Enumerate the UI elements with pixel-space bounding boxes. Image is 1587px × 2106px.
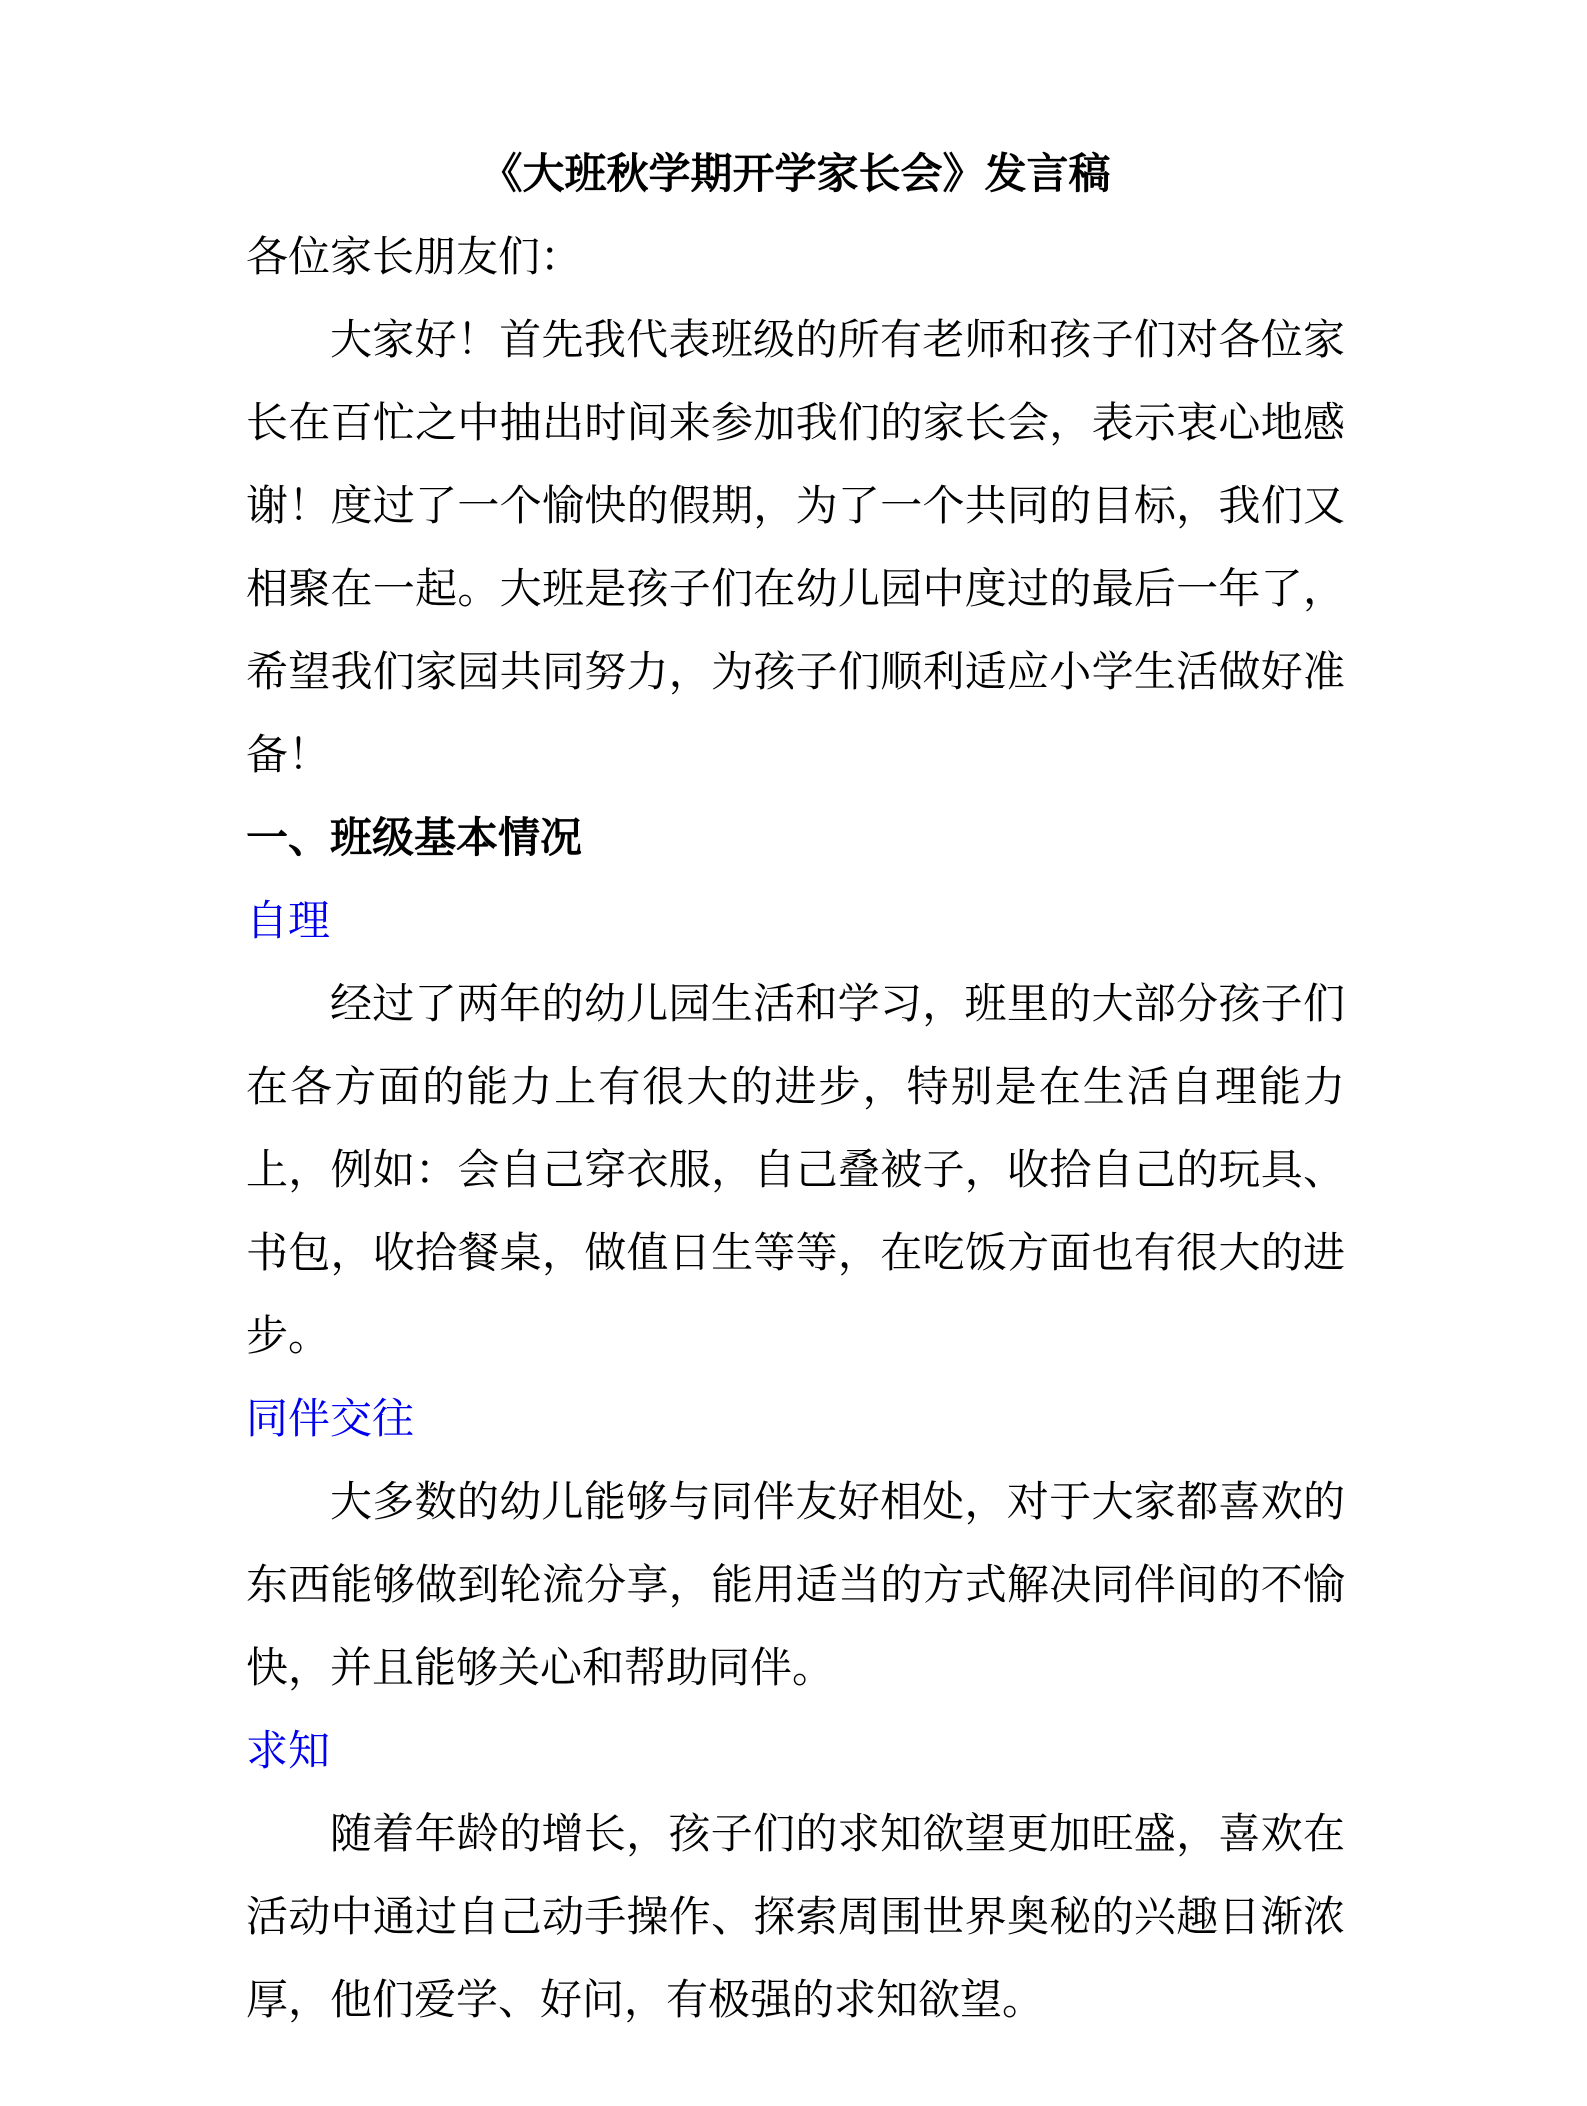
document-content [246,134,1345,2043]
paragraph-curiosity: 随着年龄的增长，孩子们的求知欲望更加旺盛，喜欢在活动中通过自己动手操作、探索周围世界奥秘的兴趣日渐浓厚，他们爱学、好问，有极强的求知欲望。 [246,1812,1345,2024]
subheading-self-care: 自理 [246,899,331,945]
subheading-peer-interaction: 同伴交往 [246,1397,415,1443]
paragraph-peer-interaction: 大多数的幼儿能够与同伴友好相处，对于大家都喜欢的东西能够做到轮流分享，能用适当的方式解决同伴间的不愉快，并且能够关心和帮助同伴。 [246,1480,1345,1692]
salutation-line: 各位家长朋友们： [246,235,583,281]
opening-paragraph: 大家好！首先我代表班级的所有老师和孩子们对各位家长在百忙之中抽出时间来参加我们的家长会，表示衷心地感谢！度过了一个愉快的假期，为了一个共同的目标，我们又相聚在一起。大班是孩子们在幼儿园中度过的最后一年了，希望我们家园共同努力，为孩子们顺利适应小学生活做好准备！ [246,318,1345,779]
paragraph-self-care: 经过了两年的幼儿园生活和学习，班里的大部分孩子们在各方面的能力上有很大的进步，特别是在生活自理能力上，例如：会自己穿衣服，自己叠被子，收拾自己的玩具、书包，收拾餐桌，做值日生等等，在吃饭方面也有很大的进步。 [246,982,1345,1360]
document-title: 《大班秋学期开学家长会》发言稿 [480,152,1111,198]
section-heading-class-overview: 一、班级基本情况 [246,816,583,862]
subheading-curiosity: 求知 [246,1729,331,1775]
